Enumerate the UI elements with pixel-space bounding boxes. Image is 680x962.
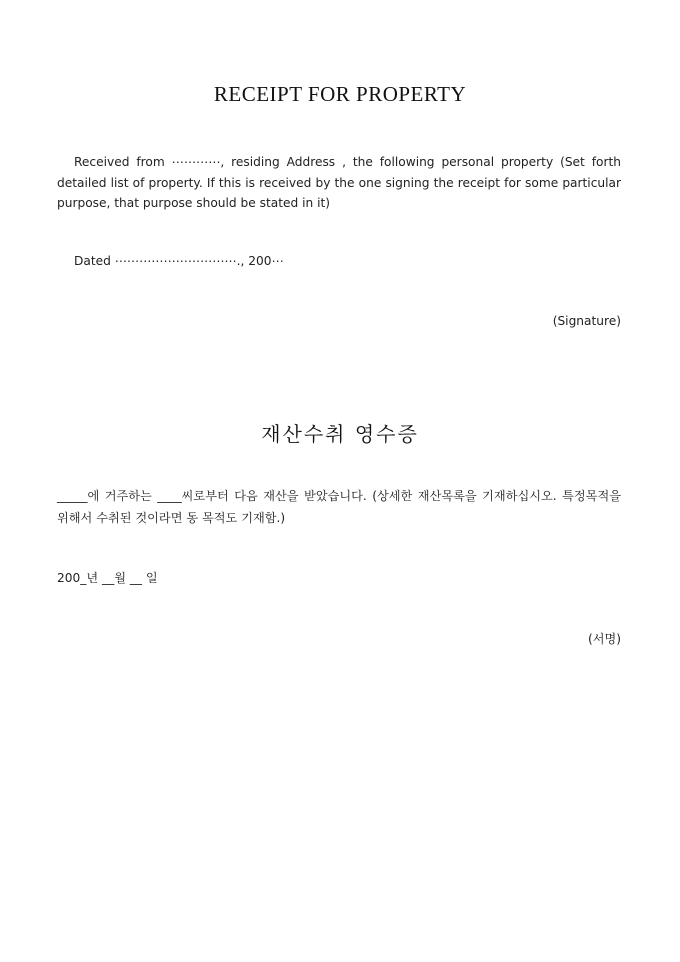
english-body-paragraph: Received from ⋯⋯⋯⋯, residing Address , the following personal property (Set forth detailed list of property. If this is received by the one signing the receipt for some particular purpose, that purpose should be stated in it) <box>57 155 621 210</box>
korean-title: 재산수취 영수증 <box>261 422 419 446</box>
english-title: RECEIPT FOR PROPERTY <box>213 82 467 106</box>
english-dated-line: Dated ⋯⋯⋯⋯⋯⋯⋯⋯⋯⋯., 200⋯ <box>74 254 284 268</box>
korean-signature-label: (서명) <box>587 632 621 646</box>
korean-dated-line: 200_년 __월 __ 일 <box>57 571 158 585</box>
korean-body-paragraph: _____에 거주하는 ____씨로부터 다음 재산을 받았습니다. (상세한 재산목록을 기재하십시오. 특정목적을 위해서 수취된 것이라면 동 목적도 기재함.) <box>57 489 621 525</box>
english-signature-label: (Signature) <box>552 314 621 328</box>
